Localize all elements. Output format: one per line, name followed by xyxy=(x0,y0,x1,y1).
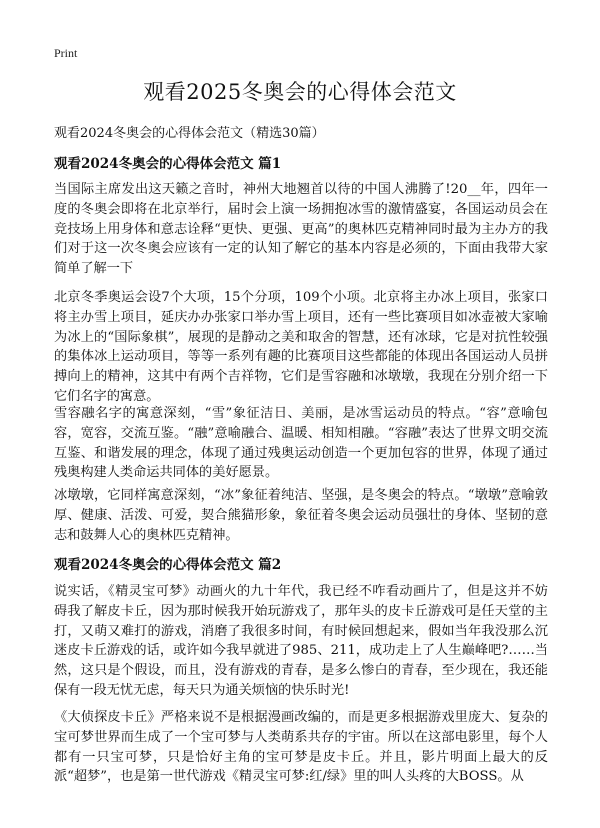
print-link[interactable]: Print xyxy=(54,46,78,60)
section-heading-1: 观看2024冬奥会的心得体会范文 篇1 xyxy=(54,156,282,172)
paragraph: 雪容融名字的寓意深刻，“雪”象征洁日、美丽，是冰雪运动员的特点。“容”意喻包容，宽容，交流互鉴。“融”意喻融合、温暖、相知相融。“容融”表达了世界文明交流互鉴、和谐发展的理念，体现了通过残奥运动创造一个更加包容的世界，体现了通过残奥构建人类命运共同体的美好愿景。 xyxy=(54,406,548,481)
paragraph: 说实话，《精灵宝可梦》动画火的九十年代，我已经不咋看动画片了，但是这并不妨碍我了解皮卡丘，因为那时候我开始玩游戏了，那年头的皮卡丘游戏可是任天堂的主打，又萌又难打的游戏，消磨了我很多时间，有时候回想起来，假如当年我没那么沉迷皮卡丘游戏的话，或许如今我早就进了985、211，成功走上了人生巅峰吧?……当然，这只是个假设，而且，没有游戏的青春，是多么惨白的青春，至少现在，我还能保有一段无忧无虑，每天只为通关烦恼的快乐时光! xyxy=(54,584,548,698)
paragraph: 《大侦探皮卡丘》严格来说不是根据漫画改编的，而是更多根据游戏里庞大、复杂的宝可梦世界而生成了一个宝可梦与人类萌系共存的宇宙。所以在这部电影里，每个人都有一只宝可梦，只是恰好主角的宝可梦是皮卡丘。并且，影片明面上最大的反派“超梦”，也是第一世代游戏《精灵宝可梦:红/绿》里的叫人头疼的大BOSS。从 xyxy=(54,710,548,785)
document-subtitle: 观看2024冬奥会的心得体会范文（精选30篇） xyxy=(54,126,325,141)
section-heading-2: 观看2024冬奥会的心得体会范文 篇2 xyxy=(54,557,282,573)
paragraph: 冰墩墩，它同样寓意深刻，“冰”象征着纯洁、坚强，是冬奥会的特点。“墩墩”意喻敦厚、健康、活泼、可爱，契合熊猫形象，象征着冬奥会运动员强壮的身体、坚韧的意志和鼓舞人心的奥林匹克精神。 xyxy=(54,488,548,543)
paragraph: 当国际主席发出这天籁之音时，神州大地翘首以待的中国人沸腾了!20__年，四年一度的冬奥会即将在北京举行，届时会上演一场拥抱冰雪的激情盛宴，各国运动员会在竞技场上用身体和意志诠释“更快、更强、更高”的奥林匹克精神同时最为主办方的我们对于这一次冬奥会应该有一定的认知了解它的基本内容是必须的，下面由我带大家简单了解一下 xyxy=(54,182,548,277)
page-title: 观看2025冬奥会的心得体会范文 xyxy=(143,80,457,104)
paragraph: 北京冬季奥运会设7个大项，15个分项，109个小项。北京将主办冰上项目，张家口将主办雪上项目，延庆办办张家口举办雪上项目，还有一些比赛项目如冰壶被大家喻为冰上的“国际象棋”，展现的是静动之美和取舍的智慧，还有冰球，它是对抗性较强的集体冰上运动项目，等等一系列有趣的比赛项目这些都能的体现出各国运动人员拼搏向上的精神，这其中有两个吉祥物，它们是雪容融和冰墩墩，我现在分别介绍一下它们名字的寓意。 xyxy=(54,290,548,404)
